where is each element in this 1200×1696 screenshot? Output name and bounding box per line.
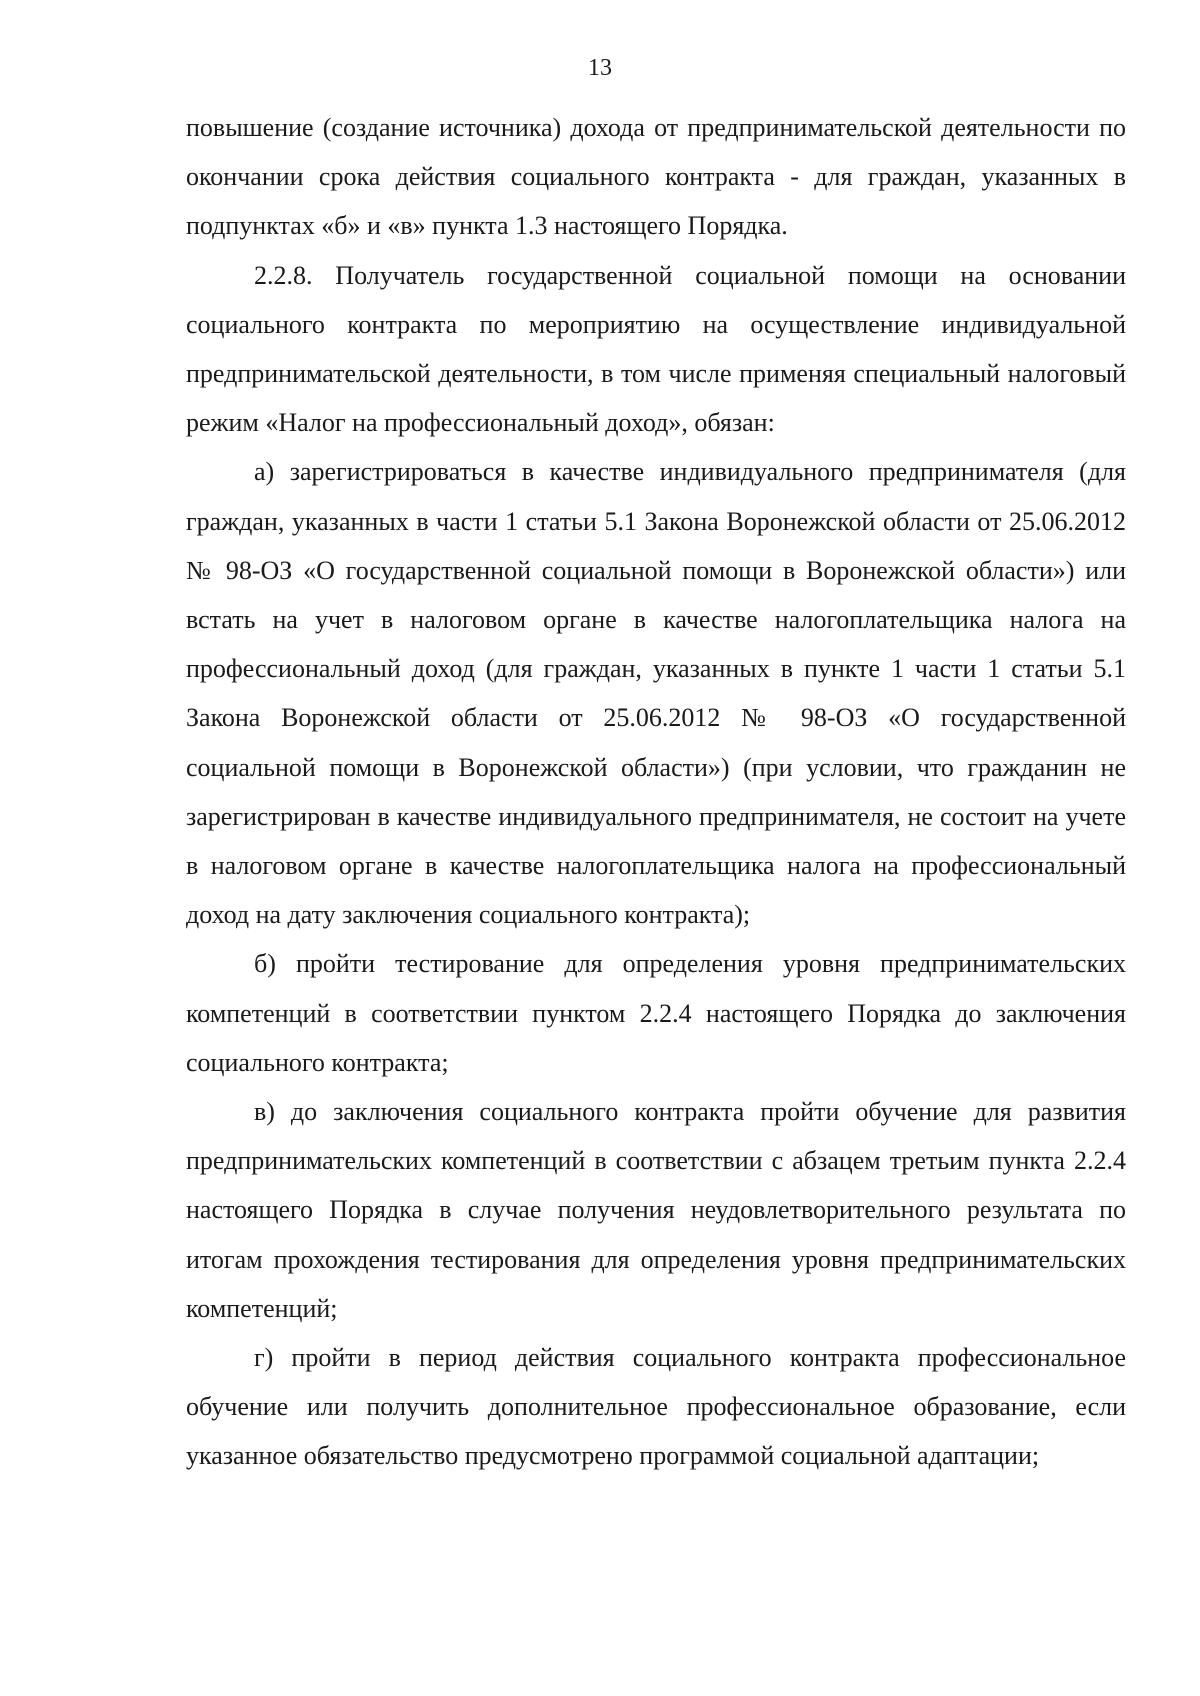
document-body <box>186 103 1126 1481</box>
paragraph-continuation: повышение (создание источника) дохода от предпринимательской деятельности по окончании срока действия социального контракта - для граждан, указанных в подпунктах «б» и «в» пункта 1.3 настоящего Порядка. <box>186 113 1126 241</box>
paragraph-item-b: б) пройти тестирование для определения уровня предпринимательских компетенций в соответствии пунктом 2.2.4 настоящего Порядка до заключения социального контракта; <box>186 949 1126 1077</box>
page-number: 13 <box>588 55 612 81</box>
paragraph-clause-2-2-8: 2.2.8. Получатель государственной социальной помощи на основании социального контракта по мероприятию на осуществление индивидуальной предпринимательской деятельности, в том числе применяя специальный налоговый режим «Налог на профессиональный доход», обязан: <box>186 260 1126 438</box>
paragraph-item-a: а) зарегистрироваться в качестве индивидуального предпринимателя (для граждан, указанных в части 1 статьи 5.1 Закона Воронежской области от 25.06.2012 № 98-ОЗ «О государственной социальной помощи в Воронежской области») или встать на учет в налоговом органе в качестве налогоплательщика налога на профессиональный доход (для граждан, указанных в пункте 1 части 1 статьи 5.1 Закона Воронежской области от 25.06.2012 № 98-ОЗ «О государственной социальной помощи в Воронежской области») (при условии, что гражданин не зарегистрирован в качестве индивидуального предпринимателя, не состоит на учете в налоговом органе в качестве налогоплательщика налога на профессиональный доход на дату заключения социального контракта); <box>186 457 1126 930</box>
paragraph-item-g: г) пройти в период действия социального контракта профессиональное обучение или получить дополнительное профессиональное образование, если указанное обязательство предусмотрено программой социальной адаптации; <box>186 1343 1126 1471</box>
paragraph-item-v: в) до заключения социального контракта пройти обучение для развития предпринимательских компетенций в соответствии с абзацем третьим пункта 2.2.4 настоящего Порядка в случае получения неудовлетворительного результата по итогам прохождения тестирования для определения уровня предпринимательских компетенций; <box>186 1097 1126 1323</box>
